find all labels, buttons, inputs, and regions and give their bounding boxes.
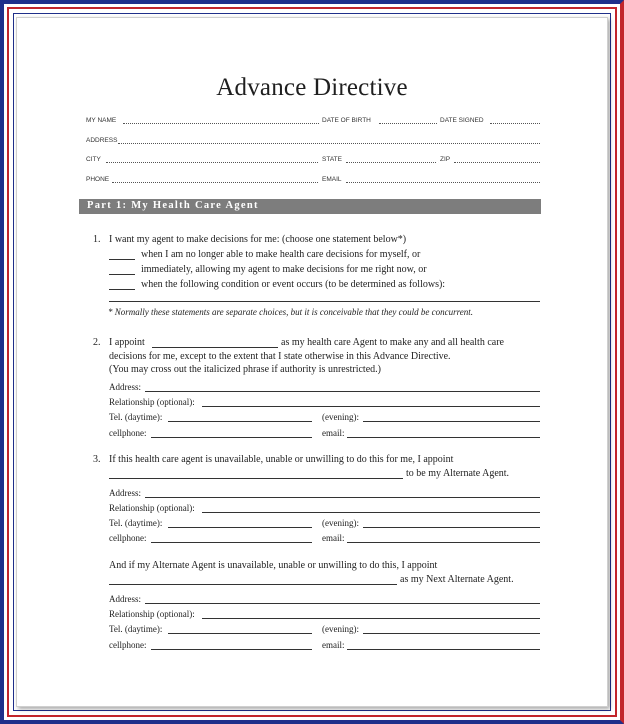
alt-email-label: email:	[322, 533, 345, 543]
option-a-text: when I am no longer able to make health care decisions for myself, or	[141, 249, 421, 260]
option-c-text: when the following condition or event occurs (to be determined as follows):	[141, 279, 446, 290]
item1-number: 1.	[93, 234, 101, 245]
zip-field[interactable]	[454, 162, 540, 163]
option-a-checkbox-line[interactable]	[109, 259, 135, 260]
item2-line3: (You may cross out the italicized phrase if authority is unrestricted.)	[109, 364, 381, 375]
item1-note: * Normally these statements are separate choices, but it is conceivable that they could be concurrent.	[108, 307, 473, 317]
agent-relationship-label: Relationship (optional):	[109, 397, 195, 407]
next-tel-day-label: Tel. (daytime):	[109, 624, 163, 634]
agent-address-field[interactable]	[145, 391, 540, 392]
agent-email-field[interactable]	[347, 437, 540, 438]
agent-name-field[interactable]	[152, 347, 278, 348]
next-cellphone-label: cellphone:	[109, 640, 147, 650]
state-field[interactable]	[346, 162, 436, 163]
email-label: EMAIL	[322, 176, 342, 183]
next-alternate-line1: And if my Alternate Agent is unavailable, unable or unwilling to do this, I appoint	[109, 560, 438, 571]
phone-field[interactable]	[112, 182, 318, 183]
alt-relationship-label: Relationship (optional):	[109, 503, 195, 513]
item2-number: 2.	[93, 337, 101, 348]
phone-label: PHONE	[86, 176, 110, 183]
agent-address-label: Address:	[109, 382, 141, 392]
item2-line2: decisions for me, except to the extent that I state otherwise in this Advance Directive.	[109, 351, 451, 362]
item3-line1: If this health care agent is unavailable, unable or unwilling to do this for me, I appoint	[109, 454, 454, 465]
item2-line1-rest: as my health care Agent to make any and all health care	[281, 337, 504, 348]
next-email-field[interactable]	[347, 649, 540, 650]
alt-address-label: Address:	[109, 488, 141, 498]
alt-email-field[interactable]	[347, 542, 540, 543]
part1-heading: Part 1: My Health Care Agent	[87, 200, 259, 211]
option-b-checkbox-line[interactable]	[109, 274, 135, 275]
alt-evening-label: (evening):	[322, 518, 359, 528]
next-relationship-label: Relationship (optional):	[109, 609, 195, 619]
personal-info-row-4	[86, 176, 540, 186]
address-label: ADDRESS	[86, 137, 118, 144]
personal-info-row-2	[86, 137, 540, 147]
alt-tel-day-label: Tel. (daytime):	[109, 518, 163, 528]
date-of-birth-field[interactable]	[379, 123, 437, 124]
date-signed-field[interactable]	[490, 123, 540, 124]
next-alternate-agent-name-field[interactable]	[109, 584, 397, 585]
option-b-text: immediately, allowing my agent to make decisions for me right now, or	[141, 264, 427, 275]
next-cellphone-field[interactable]	[151, 649, 312, 650]
document-title: Advance Directive	[216, 74, 408, 101]
next-relationship-field[interactable]	[202, 618, 540, 619]
item3-number: 3.	[93, 454, 101, 465]
next-tel-day-field[interactable]	[168, 633, 312, 634]
next-evening-field[interactable]	[363, 633, 540, 634]
date-signed-label: DATE SIGNED	[440, 117, 484, 124]
alt-tel-day-field[interactable]	[168, 527, 312, 528]
next-evening-label: (evening):	[322, 624, 359, 634]
city-label: CITY	[86, 156, 101, 163]
agent-cellphone-label: cellphone:	[109, 428, 147, 438]
address-field[interactable]	[118, 143, 540, 144]
agent-tel-day-label: Tel. (daytime):	[109, 412, 163, 422]
next-address-field[interactable]	[145, 603, 540, 604]
next-address-label: Address:	[109, 594, 141, 604]
item2-appoint-label: I appoint	[109, 337, 145, 348]
date-of-birth-label: DATE OF BIRTH	[322, 117, 371, 124]
next-email-label: email:	[322, 640, 345, 650]
agent-evening-field[interactable]	[363, 421, 540, 422]
next-alternate-line2-end: as my Next Alternate Agent.	[400, 574, 514, 585]
item1-intro: I want my agent to make decisions for me: (choose one statement below*)	[109, 234, 407, 245]
alt-relationship-field[interactable]	[202, 512, 540, 513]
alternate-agent-name-field[interactable]	[109, 478, 403, 479]
agent-tel-day-field[interactable]	[168, 421, 312, 422]
alt-cellphone-field[interactable]	[151, 542, 312, 543]
option-c-checkbox-line[interactable]	[109, 289, 135, 290]
agent-email-label: email:	[322, 428, 345, 438]
part1-heading-bar	[79, 199, 541, 214]
item3-line2-end: to be my Alternate Agent.	[406, 468, 510, 479]
agent-cellphone-field[interactable]	[151, 437, 312, 438]
city-field[interactable]	[106, 162, 318, 163]
personal-info-row-3	[86, 156, 540, 166]
alt-evening-field[interactable]	[363, 527, 540, 528]
state-label: STATE	[322, 156, 342, 163]
personal-info-row-1	[86, 117, 540, 127]
my-name-label: MY NAME	[86, 117, 117, 124]
my-name-field[interactable]	[123, 123, 319, 124]
agent-relationship-field[interactable]	[202, 406, 540, 407]
email-field[interactable]	[346, 182, 540, 183]
condition-event-field[interactable]	[109, 301, 540, 302]
alt-cellphone-label: cellphone:	[109, 533, 147, 543]
alt-address-field[interactable]	[145, 497, 540, 498]
zip-label: ZIP	[440, 156, 451, 163]
agent-evening-label: (evening):	[322, 412, 359, 422]
